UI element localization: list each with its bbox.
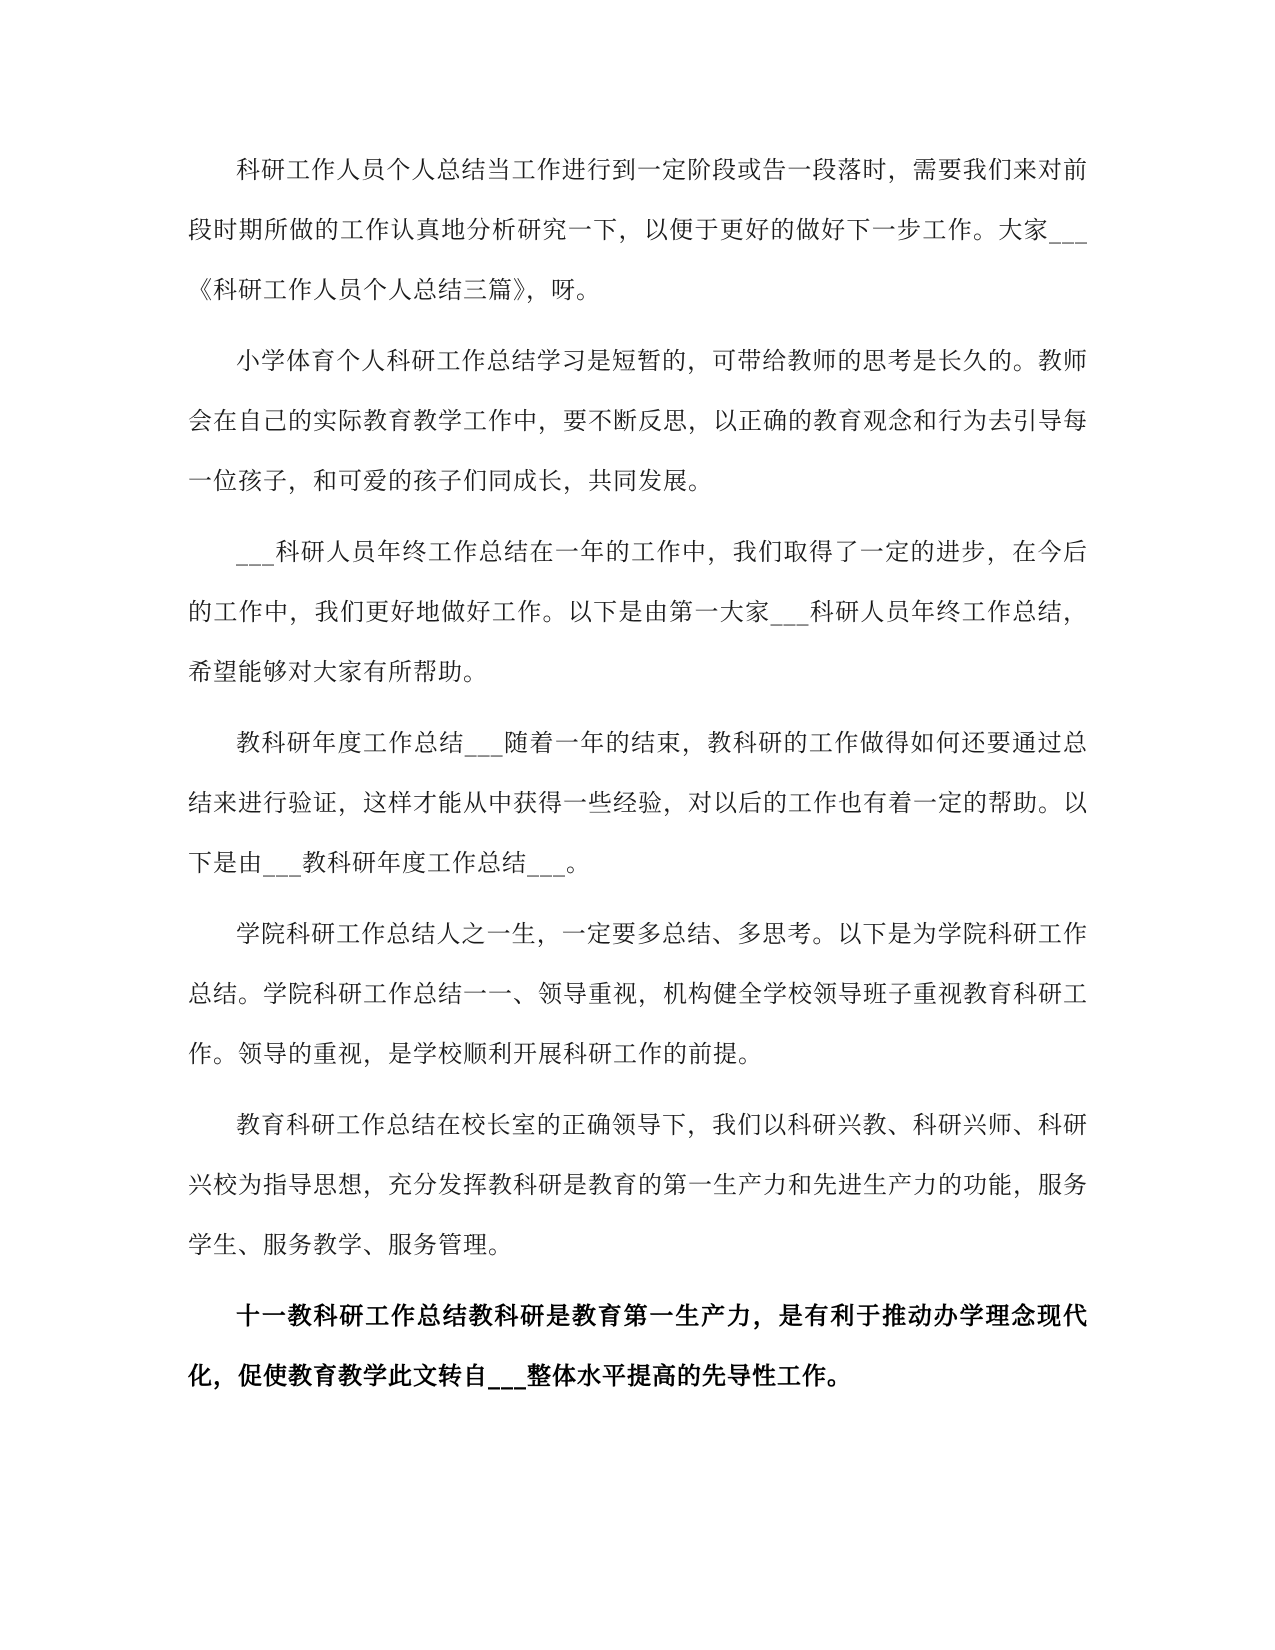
paragraph-7-bold: 十一教科研工作总结教科研是教育第一生产力，是有利于推动办学理念现代化，促使教育教学此文转自___整体水平提高的先导性工作。 [188,1301,1088,1390]
paragraph-5: 学院科研工作总结人之一生，一定要多总结、多思考。以下是为学院科研工作总结。学院科研工作总结一一、领导重视，机构健全学校领导班子重视教育科研工作。领导的重视，是学校顺利开展科研工作的前提。 [188,920,1088,1068]
paragraph-3: ___科研人员年终工作总结在一年的工作中，我们取得了一定的进步，在今后的工作中，我们更好地做好工作。以下是由第一大家___科研人员年终工作总结，希望能够对大家有所帮助。 [188,538,1088,686]
paragraph-4: 教科研年度工作总结___随着一年的结束，教科研的工作做得如何还要通过总结来进行验证，这样才能从中获得一些经验，对以后的工作也有着一定的帮助。以下是由___教科研年度工作总结___。 [188,729,1088,877]
paragraph-2: 小学体育个人科研工作总结学习是短暂的，可带给教师的思考是长久的。教师会在自己的实际教育教学工作中，要不断反思，以正确的教育观念和行为去引导每一位孩子，和可爱的孩子们同成长，共同发展。 [188,347,1088,495]
document-body [188,140,1088,1417]
paragraph-6: 教育科研工作总结在校长室的正确领导下，我们以科研兴教、科研兴师、科研兴校为指导思想，充分发挥教科研是教育的第一生产力和先进生产力的功能，服务学生、服务教学、服务管理。 [188,1111,1088,1259]
paragraph-1: 科研工作人员个人总结当工作进行到一定阶段或告一段落时，需要我们来对前段时期所做的工作认真地分析研究一下，以便于更好的做好下一步工作。大家___《科研工作人员个人总结三篇》，呀。 [188,156,1088,304]
